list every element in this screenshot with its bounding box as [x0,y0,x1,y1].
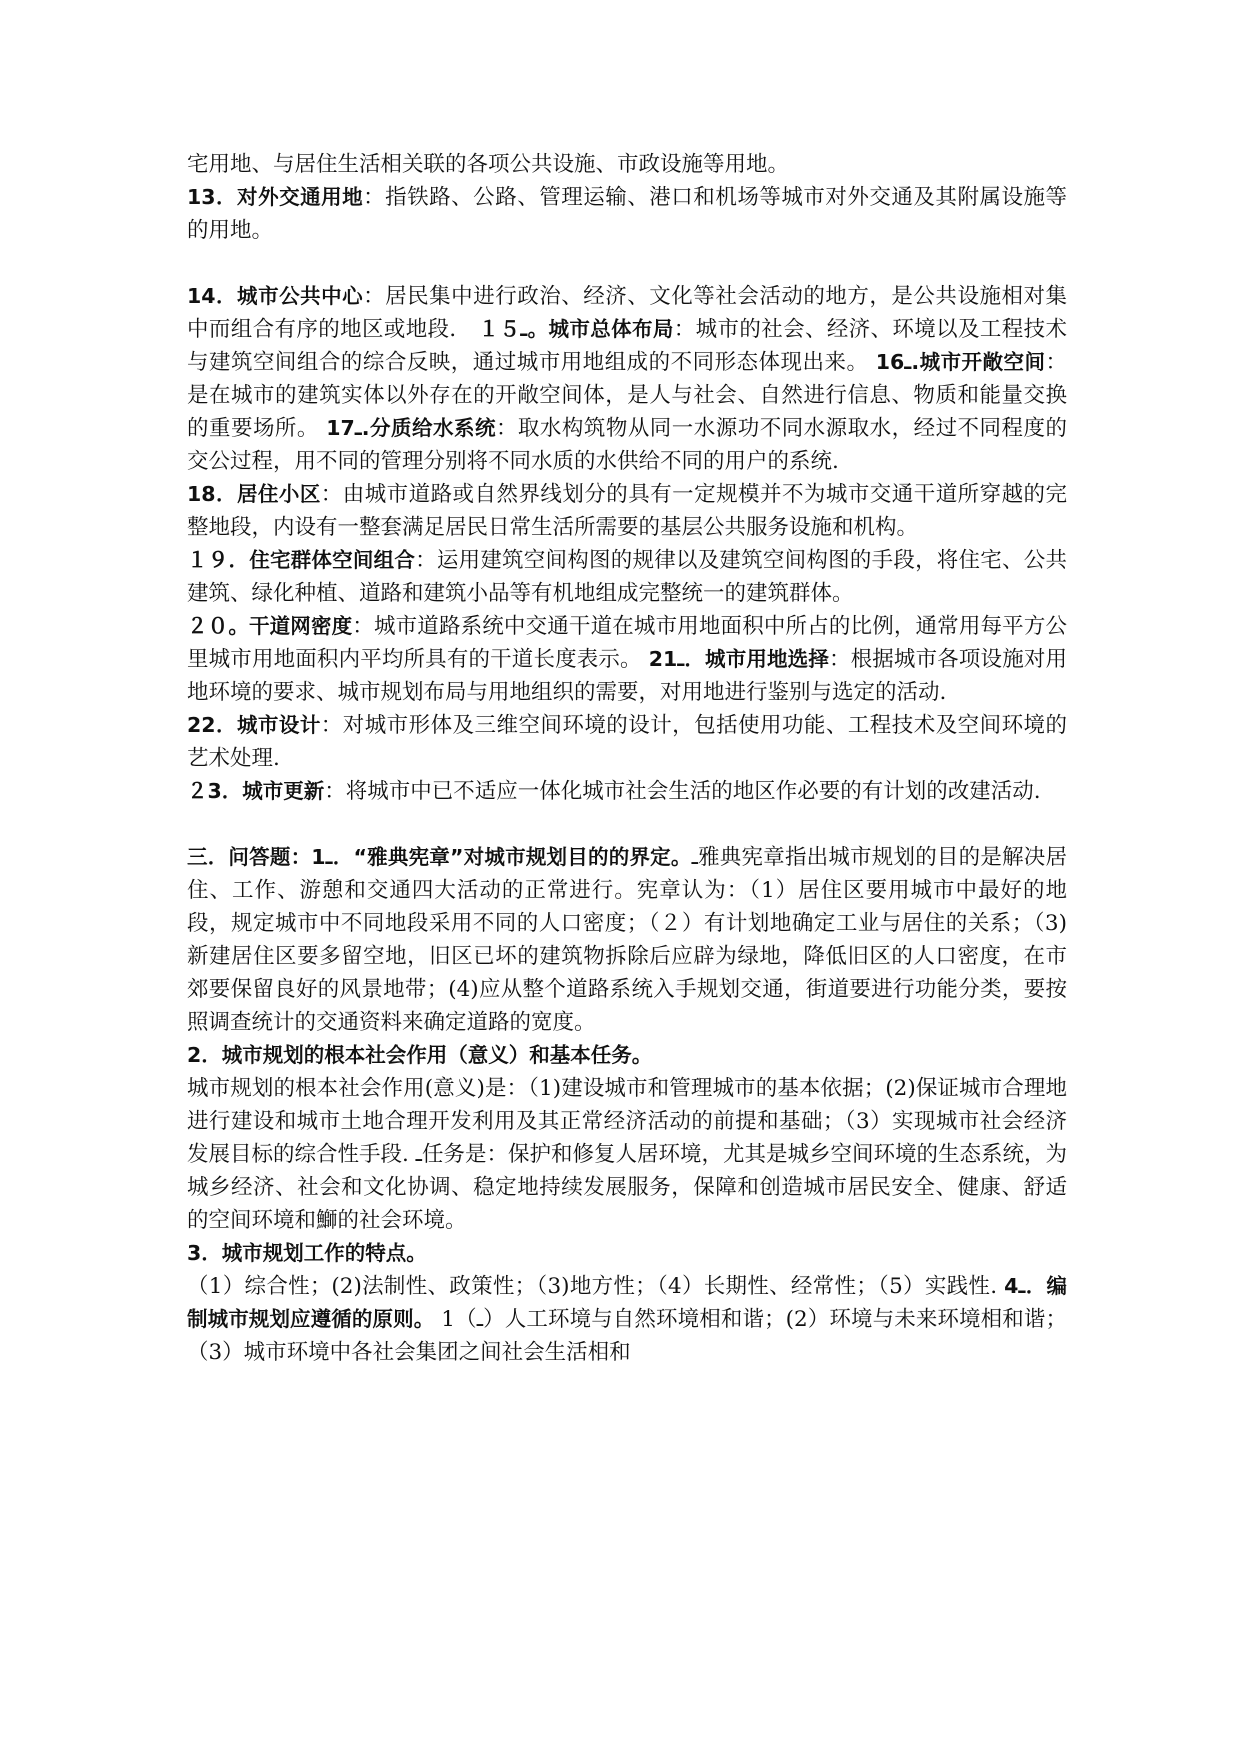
body-text: ：将城市中已不适应一体化城市社会生活的地区作必要的有计划的改建活动. [324,779,1041,804]
body-text: （1）综合性；(2)法制性、政策性；（3)地方性；（4）长期性、经常性；（5）实践性. [187,1274,1005,1299]
term-heading: 4ـ．编制城市规划应遵循的原则。 [187,1274,1068,1331]
term-heading: 3．城市规划工作的特点。 [187,1241,427,1265]
body-text: ：由城市道路或自然界线划分的具有一定规模并不为城市交通干道所穿越的完整地段，内设有一整套满足居民日常生活所需要的基层公共服务设施和机构。 [187,482,1067,540]
body-text: ：居民集中进行政治、经济、文化等社会活动的地方，是公共设施相对集中而组合有序的地区或地段． [187,284,1067,342]
paragraph-p9 [187,1039,1067,1072]
term-heading: 13．对外交通用地 [187,185,364,209]
paragraph-p0 [187,148,1067,181]
paragraph-gap [187,808,1067,841]
body-text: ：指铁路、公路、管理运输、港口和机场等城市对外交通及其附属设施等的用地。 [187,185,1067,243]
term-heading: 2．城市规划的根本社会作用（意义）和基本任务。 [187,1043,653,1067]
body-text: ：运用建筑空间构图的规律以及建筑空间构图的手段，将住宅、公共建筑、绿化种植、道路和建筑小品等有机地组成完整统一的建筑群体。 [187,548,1067,606]
paragraph-p1 [187,181,1067,247]
term-heading: 17ـ.分质给水系统 [326,416,496,440]
paragraph-p3 [187,478,1067,544]
body-text: ：城市的社会、经济、环境以及工程技术与建筑空间组合的综合反映，通过城市用地组成的不同形态体现出来。 [187,317,1068,375]
paragraph-p10 [187,1072,1067,1237]
paragraph-p7 [187,775,1067,808]
term-heading: １５ـ。城市总体布局 [478,317,674,341]
document-page [187,148,1067,1369]
body-text: ـ雅典宪章指出城市规划的目的是解决居住、工作、游憩和交通四大活动的正常进行。宪章认为：（1）居住区要用城市中最好的地段，规定城市中不同地段采用不同的人口密度；（２）有计划地确定工业与居住的关系；（3)新建居住区要多留空地，旧区已坏的建筑物拆除后应辟为绿地，降低旧区的人口密度，在市郊要保留良好的风景地带；(4)应从整个道路系统入手规划交通，街道要进行功能分类，要按照调查统计的交通资料来确定道路的宽度。 [187,845,1067,1035]
term-heading: 22．城市设计 [187,713,321,737]
paragraph-p8 [187,841,1067,1039]
paragraph-p12 [187,1270,1067,1369]
term-heading: 三．问答题：1ـ．“雅典宪章”对城市规划目的的界定。 [187,845,692,869]
body-text: ：取水构筑物从同一水源功不同水源取水，经过不同程度的交公过程，用不同的管理分别将不同水质的水供给不同的用户的系统. [187,416,1067,474]
term-heading: 21ـ．城市用地选择 [648,647,829,671]
term-heading: ２０。干道网密度 [187,614,353,638]
paragraph-p4 [187,544,1067,610]
body-text: ：对城市形体及三维空间环境的设计，包括使用功能、工程技术及空间环境的艺术处理. [187,713,1067,771]
body-text: ：城市道路系统中交通干道在城市用地面积中所占的比例，通常用每平方公里城市用地面积内平均所具有的干道长度表示。 [187,614,1067,672]
paragraph-p5 [187,610,1067,709]
term-heading: １９．住宅群体空间组合 [187,548,416,572]
paragraph-p11 [187,1237,1067,1270]
body-text: 宅用地、与居住生活相关联的各项公共设施、市政设施等用地。 [187,152,790,177]
paragraph-gap [187,247,1067,280]
body-text: ：是在城市的建筑实体以外存在的开敞空间体，是人与社会、自然进行信息、物质和能量交换的重要场所。 [187,350,1067,441]
paragraph-p2 [187,280,1067,478]
body-text: ：根据城市各项设施对用地环境的要求、城市规划布局与用地组织的需要，对用地进行鉴别与选定的活动. [187,647,1067,705]
term-heading: 14．城市公共中心 [187,284,364,308]
term-heading: 18．居住小区 [187,482,321,506]
term-heading: 16ـ.城市开敞空间 [875,350,1046,374]
paragraph-p6 [187,709,1067,775]
body-text: 1（ـ）人工环境与自然环境相和谐；(2）环境与未来环境相和谐；（3）城市环境中各社会集团之间社会生活相和 [187,1307,1067,1365]
term-heading: ２3．城市更新 [187,779,325,803]
body-text: 城市规划的根本社会作用(意义)是：（1)建设城市和管理城市的基本依据；(2)保证城市合理地进行建设和城市土地合理开发利用及其正常经济活动的前提和基础；（3）实现城市社会经济发展目标的综合性手段. ـ任务是：保护和修复人居环境，尤其是城乡空间环境的生态系统，为城乡经济、社会和文化协调、稳定地持续发展服务，保障和创造城市居民安全、健康、舒适的空间环境和鰤的社会环境。 [187,1076,1067,1233]
